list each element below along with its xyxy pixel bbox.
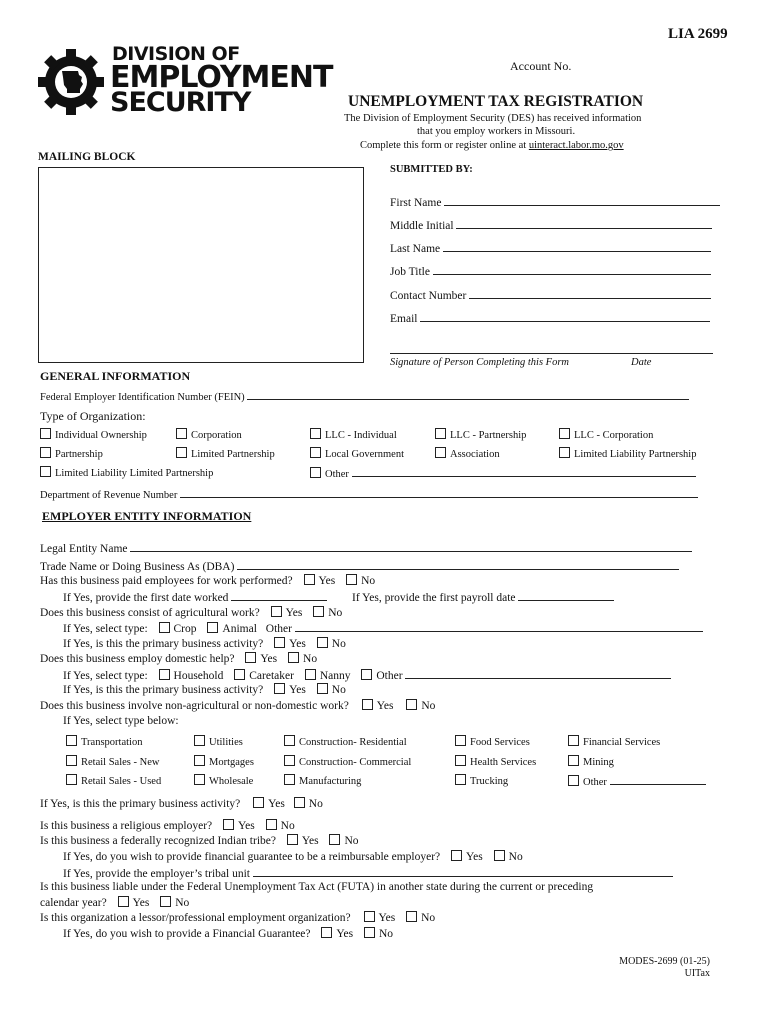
type-retail-new[interactable]: Retail Sales - New xyxy=(66,755,159,768)
question-futa-line-2: calendar year? Yes No xyxy=(40,897,190,909)
nonag-select-below: If Yes, select type below: xyxy=(63,715,179,727)
checkbox[interactable] xyxy=(176,428,187,439)
fein-field[interactable]: Federal Employer Identification Number (FEIN) xyxy=(40,389,689,403)
dor-number-field[interactable]: Department of Revenue Number xyxy=(40,487,698,501)
domestic-household[interactable]: Household xyxy=(159,670,224,682)
domestic-nanny[interactable]: Nanny xyxy=(305,670,351,682)
question-non-agricultural: Does this business involve non-agricultural or non-domestic work? Yes No xyxy=(40,700,436,712)
mailing-block-label: MAILING BLOCK xyxy=(38,151,136,163)
checkbox[interactable] xyxy=(40,447,51,458)
type-other[interactable]: Other xyxy=(568,774,706,788)
domestic-no[interactable]: No xyxy=(288,653,317,665)
domestic-select-type: If Yes, select type: Household Caretaker Nanny Other xyxy=(63,668,671,682)
ag-primary-no[interactable]: No xyxy=(317,638,346,650)
dba-field[interactable]: Trade Name or Doing Business As (DBA) xyxy=(40,559,679,573)
domestic-caretaker[interactable]: Caretaker xyxy=(234,670,294,682)
nonag-no[interactable]: No xyxy=(406,700,435,712)
org-association[interactable]: Association xyxy=(435,447,500,460)
domestic-primary-yes[interactable]: Yes xyxy=(274,684,306,696)
tribe-yes[interactable]: Yes xyxy=(287,835,319,847)
question-financial-guarantee: If Yes, do you wish to provide a Financial Guarantee? Yes No xyxy=(63,928,394,940)
type-retail-used[interactable]: Retail Sales - Used xyxy=(66,774,161,787)
checkbox[interactable] xyxy=(310,467,321,478)
intro-line-2: that you employ workers in Missouri. xyxy=(417,126,576,137)
department-code: UITax xyxy=(684,968,710,979)
intro-line-1: The Division of Employment Security (DES) has received information xyxy=(344,113,642,124)
submitted-by-heading: SUBMITTED BY: xyxy=(390,164,473,175)
date-label: Date xyxy=(631,357,652,368)
checkbox[interactable] xyxy=(559,428,570,439)
question-paid-employees: Has this business paid employees for work performed? Yes No xyxy=(40,575,376,587)
general-information-heading: GENERAL INFORMATION xyxy=(40,369,191,383)
question-agricultural: Does this business consist of agricultural work? Yes No xyxy=(40,607,343,619)
mailing-block-box xyxy=(38,167,364,363)
question-peo: Is this organization a lessor/professional employment organization? Yes No xyxy=(40,912,436,924)
page-title: UNEMPLOYMENT TAX REGISTRATION xyxy=(348,93,644,110)
type-manufacturing[interactable]: Manufacturing xyxy=(284,774,361,787)
signature-line[interactable] xyxy=(390,343,713,354)
domestic-primary-no[interactable]: No xyxy=(317,684,346,696)
org-partnership[interactable]: Partnership xyxy=(40,447,103,460)
org-individual-ownership[interactable]: Individual Ownership xyxy=(40,428,147,441)
account-number-label: Account No. xyxy=(510,59,572,73)
fin-guarantee-yes[interactable]: Yes xyxy=(321,928,353,940)
first-name-field[interactable]: First Name xyxy=(390,195,720,209)
ag-other[interactable]: Other xyxy=(266,623,703,635)
type-food-services[interactable]: Food Services xyxy=(455,735,530,748)
middle-initial-field[interactable]: Middle Initial xyxy=(390,218,712,232)
type-construction-residential[interactable]: Construction- Residential xyxy=(284,735,407,748)
domestic-primary-activity: If Yes, is this the primary business activity? Yes No xyxy=(63,684,346,696)
checkbox[interactable] xyxy=(310,447,321,458)
logo-line-3: SECURITY xyxy=(110,87,251,118)
org-other[interactable]: Other xyxy=(310,466,696,480)
job-title-field[interactable]: Job Title xyxy=(390,264,711,278)
type-utilities[interactable]: Utilities xyxy=(194,735,243,748)
nonag-primary-activity: If Yes, is this the primary business activity? Yes No xyxy=(40,798,323,810)
contact-number-field[interactable]: Contact Number xyxy=(390,288,711,302)
question-religious: Is this business a religious employer? Yes No xyxy=(40,820,295,832)
org-llc-individual[interactable]: LLC - Individual xyxy=(310,428,397,441)
checkbox[interactable] xyxy=(435,428,446,439)
guarantee-no[interactable]: No xyxy=(494,851,523,863)
paid-yes[interactable]: Yes xyxy=(304,575,336,587)
paid-no[interactable]: No xyxy=(346,575,375,587)
org-llc-partnership[interactable]: LLC - Partnership xyxy=(435,428,526,441)
type-mortgages[interactable]: Mortgages xyxy=(194,755,254,768)
org-llp[interactable]: Limited Liability Partnership xyxy=(559,447,696,460)
register-online-link[interactable]: uinteract.labor.mo.gov xyxy=(528,140,624,151)
religious-yes[interactable]: Yes xyxy=(223,820,255,832)
futa-no[interactable]: No xyxy=(160,897,189,909)
guarantee-yes[interactable]: Yes xyxy=(451,851,483,863)
logo-line-2: EMPLOYMENT xyxy=(110,60,333,95)
question-tribe: Is this business a federally recognized Indian tribe? Yes No xyxy=(40,835,359,847)
last-name-field[interactable]: Last Name xyxy=(390,241,711,255)
religious-no[interactable]: No xyxy=(266,820,295,832)
tribal-unit-field[interactable]: If Yes, provide the employer’s tribal unit xyxy=(63,866,673,880)
type-health-services[interactable]: Health Services xyxy=(455,755,536,768)
employer-entity-heading: EMPLOYER ENTITY INFORMATION xyxy=(42,509,252,523)
form-id: LIA 2699 xyxy=(668,26,728,42)
checkbox[interactable] xyxy=(435,447,446,458)
nonag-primary-no[interactable]: No xyxy=(294,798,323,810)
first-payroll-date-field[interactable]: If Yes, provide the first payroll date xyxy=(352,590,614,604)
ag-primary-yes[interactable]: Yes xyxy=(274,638,306,650)
domestic-other[interactable]: Other xyxy=(361,670,671,682)
type-mining[interactable]: Mining xyxy=(568,755,614,768)
domestic-yes[interactable]: Yes xyxy=(245,653,277,665)
nonag-primary-yes[interactable]: Yes xyxy=(253,798,285,810)
gear-icon xyxy=(36,47,106,117)
type-transportation[interactable]: Transportation xyxy=(66,735,142,748)
org-local-government[interactable]: Local Government xyxy=(310,447,404,460)
checkbox[interactable] xyxy=(40,466,51,477)
type-trucking[interactable]: Trucking xyxy=(455,774,508,787)
checkbox[interactable] xyxy=(176,447,187,458)
type-wholesale[interactable]: Wholesale xyxy=(194,774,253,787)
ag-select-type: If Yes, select type: Crop Animal Other xyxy=(63,621,703,635)
checkbox[interactable] xyxy=(559,447,570,458)
intro-line-3: Complete this form or register online at uinteract.labor.mo.gov xyxy=(360,140,624,151)
ag-animal[interactable]: Animal xyxy=(207,623,257,635)
org-limited-partnership[interactable]: Limited Partnership xyxy=(176,447,275,460)
org-llc-corporation[interactable]: LLC - Corporation xyxy=(559,428,653,441)
form-code: MODES-2699 (01-25) xyxy=(619,956,710,967)
peo-no[interactable]: No xyxy=(406,912,435,924)
email-field[interactable]: Email xyxy=(390,311,710,325)
question-reimbursable-guarantee: If Yes, do you wish to provide financial guarantee to be a reimbursable employer? Yes No xyxy=(63,851,523,863)
ag-crop[interactable]: Crop xyxy=(159,623,197,635)
peo-yes[interactable]: Yes xyxy=(364,912,396,924)
logo-line-1: DIVISION OF xyxy=(112,43,240,65)
question-domestic: Does this business employ domestic help? Yes No xyxy=(40,653,318,665)
ag-no[interactable]: No xyxy=(313,607,342,619)
ag-yes[interactable]: Yes xyxy=(271,607,303,619)
futa-yes[interactable]: Yes xyxy=(118,897,150,909)
type-construction-commercial[interactable]: Construction- Commercial xyxy=(284,755,411,768)
question-futa-line-1: Is this business liable under the Federal Unemployment Tax Act (FUTA) in another state during the current or preceding xyxy=(40,881,594,893)
org-corporation[interactable]: Corporation xyxy=(176,428,242,441)
first-date-worked-field[interactable]: If Yes, provide the first date worked xyxy=(63,590,327,604)
type-of-organization-label: Type of Organization: xyxy=(40,409,146,423)
signature-label: Signature of Person Completing this Form xyxy=(390,357,569,368)
checkbox[interactable] xyxy=(40,428,51,439)
tribe-no[interactable]: No xyxy=(329,835,358,847)
checkbox[interactable] xyxy=(310,428,321,439)
org-lllp[interactable]: Limited Liability Limited Partnership xyxy=(40,466,213,479)
ag-primary-activity: If Yes, is this the primary business activity? Yes No xyxy=(63,638,346,650)
fin-guarantee-no[interactable]: No xyxy=(364,928,393,940)
legal-entity-name-field[interactable]: Legal Entity Name xyxy=(40,541,692,555)
type-financial-services[interactable]: Financial Services xyxy=(568,735,660,748)
nonag-yes[interactable]: Yes xyxy=(362,700,394,712)
